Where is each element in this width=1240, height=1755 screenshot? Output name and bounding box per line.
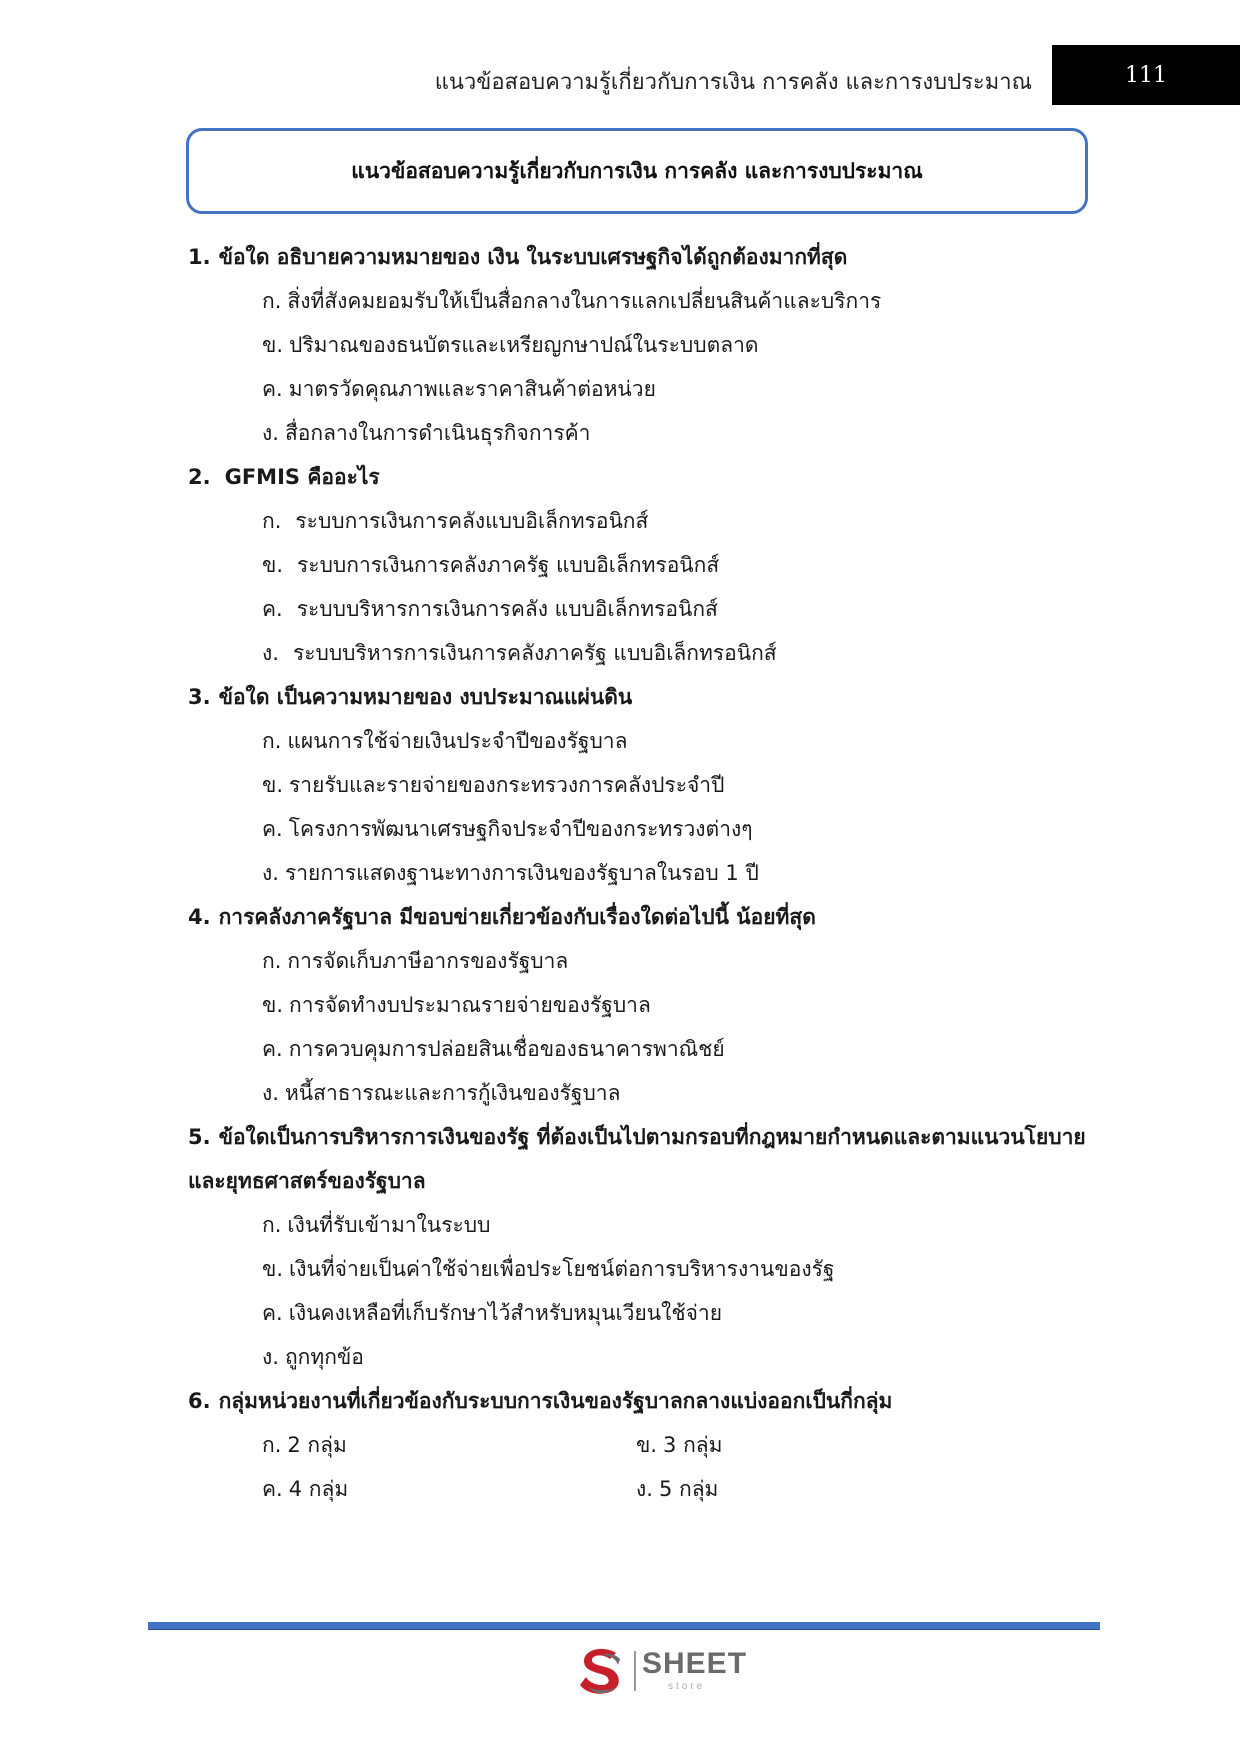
option-letter: ค. (262, 1037, 283, 1061)
option-letter: ง. (636, 1477, 653, 1501)
option-text: 5 กลุ่ม (658, 1477, 719, 1501)
option (188, 587, 1088, 631)
option-text: การจัดทำงบประมาณรายจ่ายของรัฐบาล (289, 993, 651, 1017)
option-text: ถูกทุกข้อ (284, 1345, 364, 1369)
option-letter: ก. (262, 949, 282, 973)
option-letter: ค. (262, 1477, 283, 1501)
option (188, 1027, 1088, 1071)
question-number: 1. (188, 245, 211, 269)
sheet-store-logo (576, 1645, 746, 1697)
question-5 (188, 1115, 1088, 1159)
option-letter: ก. (262, 509, 282, 533)
document-title: แนวข้อสอบความรู้เกี่ยวกับการเงิน การคลัง และการงบประมาณ (351, 158, 923, 183)
option-letter: ก. (262, 289, 282, 313)
option-text: มาตรวัดคุณภาพและราคาสินค้าต่อหน่วย (288, 377, 656, 401)
option-text: ระบบการเงินการคลังภาครัฐ แบบอิเล็กทรอนิกส์ (297, 553, 720, 577)
question-number: 3. (188, 685, 211, 709)
option-text: ระบบบริหารการเงินการคลัง แบบอิเล็กทรอนิกส์ (296, 597, 718, 621)
option-text: การควบคุมการปล่อยสินเชื่อของธนาคารพาณิชย์ (288, 1037, 725, 1061)
option-text: การจัดเก็บภาษีอากรของรัฐบาล (287, 949, 569, 973)
option-letter: ข. (636, 1433, 658, 1457)
option (188, 1203, 1088, 1247)
option (188, 939, 1088, 983)
sheet-store-s-icon (576, 1645, 626, 1697)
question-5-continuation: และยุทธศาสตร์ของรัฐบาล (188, 1169, 426, 1193)
option-letter: ข. (262, 1257, 284, 1281)
option-letter: ข. (262, 333, 284, 357)
page-number: 111 (1052, 45, 1240, 105)
option-letter: ง. (262, 421, 279, 445)
option (188, 1247, 1088, 1291)
question-3 (188, 675, 1088, 719)
option-letter: ก. (262, 1433, 282, 1457)
option (188, 1291, 1088, 1335)
option-text: เงินคงเหลือที่เก็บรักษาไว้สำหรับหมุนเวียนใช้จ่าย (288, 1301, 723, 1325)
option (188, 631, 1088, 675)
option-text: ระบบบริหารการเงินการคลังภาครัฐ แบบอิเล็กทรอนิกส์ (292, 641, 777, 665)
option (636, 1467, 936, 1511)
logo-word: SHEET (642, 1647, 748, 1680)
option-letter: ค. (262, 1301, 283, 1325)
question-number: 2. (188, 465, 211, 489)
option-letter: ค. (262, 817, 283, 841)
option-letter: ก. (262, 729, 282, 753)
option-text: แผนการใช้จ่ายเงินประจำปีของรัฐบาล (287, 729, 628, 753)
option-text: 2 กลุ่ม (287, 1433, 347, 1457)
option (262, 1467, 636, 1511)
option (188, 367, 1088, 411)
option (188, 279, 1088, 323)
question-2 (188, 455, 1088, 499)
option-text: สื่อกลางในการดำเนินธุรกิจการค้า (284, 421, 591, 445)
option-text: รายการแสดงฐานะทางการเงินของรัฐบาลในรอบ 1 ปี (284, 861, 759, 885)
option-letter: ข. (262, 553, 284, 577)
question-text: การคลังภาครัฐบาล มีขอบข่ายเกี่ยวข้องกับเรื่องใดต่อไปนี้ น้อยที่สุด (218, 905, 816, 929)
option-letter: ง. (262, 641, 279, 665)
option-text: หนี้สาธารณะและการกู้เงินของรัฐบาล (284, 1081, 621, 1105)
option (188, 323, 1088, 367)
option-grid (188, 1423, 1088, 1511)
option-letter: ค. (262, 597, 283, 621)
option-letter: ข. (262, 993, 284, 1017)
option (188, 719, 1088, 763)
question-text: GFMIS คืออะไร (224, 465, 380, 489)
option-text: ปริมาณของธนบัตรและเหรียญกษาปณ์ในระบบตลาด (289, 333, 759, 357)
option-text: 4 กลุ่ม (288, 1477, 349, 1501)
option (188, 983, 1088, 1027)
option-text: สิ่งที่สังคมยอมรับให้เป็นสื่อกลางในการแลกเปลี่ยนสินค้าและบริการ (287, 289, 882, 313)
question-number: 5. (188, 1125, 211, 1149)
question-6 (188, 1379, 1088, 1423)
question-text: ข้อใด เป็นความหมายของ งบประมาณแผ่นดิน (218, 685, 633, 709)
option-letter: ค. (262, 377, 283, 401)
option-letter: ข. (262, 773, 284, 797)
option (636, 1423, 936, 1467)
option-letter: ก. (262, 1213, 282, 1237)
question-number: 4. (188, 905, 211, 929)
option (188, 851, 1088, 895)
option (188, 807, 1088, 851)
option-text: รายรับและรายจ่ายของกระทรวงการคลังประจำปี (289, 773, 725, 797)
option-letter: ง. (262, 861, 279, 885)
question-number: 6. (188, 1389, 211, 1413)
document-title-box (186, 128, 1088, 214)
option-text: 3 กลุ่ม (663, 1433, 723, 1457)
option (262, 1423, 636, 1467)
option (188, 1071, 1088, 1115)
option-letter: ง. (262, 1081, 279, 1105)
running-header-title: แนวข้อสอบความรู้เกี่ยวกับการเงิน การคลัง และการงบประมาณ (434, 70, 1032, 95)
logo-separator (634, 1651, 636, 1691)
question-list (188, 235, 1088, 1511)
logo-subtext: store (668, 1681, 706, 1692)
option-text: เงินที่จ่ายเป็นค่าใช้จ่ายเพื่อประโยชน์ต่อการบริหารงานของรัฐ (289, 1257, 835, 1281)
option-letter: ง. (262, 1345, 279, 1369)
option (188, 499, 1088, 543)
question-1 (188, 235, 1088, 279)
option (188, 763, 1088, 807)
question-text: ข้อใด อธิบายความหมายของ เงิน ในระบบเศรษฐกิจได้ถูกต้องมากที่สุด (218, 245, 848, 269)
option-text: โครงการพัฒนาเศรษฐกิจประจำปีของกระทรวงต่างๆ (288, 817, 753, 841)
footer-divider (148, 1622, 1100, 1630)
option-text: เงินที่รับเข้ามาในระบบ (287, 1213, 491, 1237)
option (188, 411, 1088, 455)
question-4 (188, 895, 1088, 939)
question-text: ข้อใดเป็นการบริหารการเงินของรัฐ ที่ต้องเป็นไปตามกรอบที่กฎหมายกำหนดและตามแนวนโยบาย (218, 1125, 1086, 1149)
question-text: กลุ่มหน่วยงานที่เกี่ยวข้องกับระบบการเงินของรัฐบาลกลางแบ่งออกเป็นกี่กลุ่ม (218, 1389, 893, 1413)
option-text: ระบบการเงินการคลังแบบอิเล็กทรอนิกส์ (295, 509, 649, 533)
option (188, 543, 1088, 587)
option (188, 1335, 1088, 1379)
